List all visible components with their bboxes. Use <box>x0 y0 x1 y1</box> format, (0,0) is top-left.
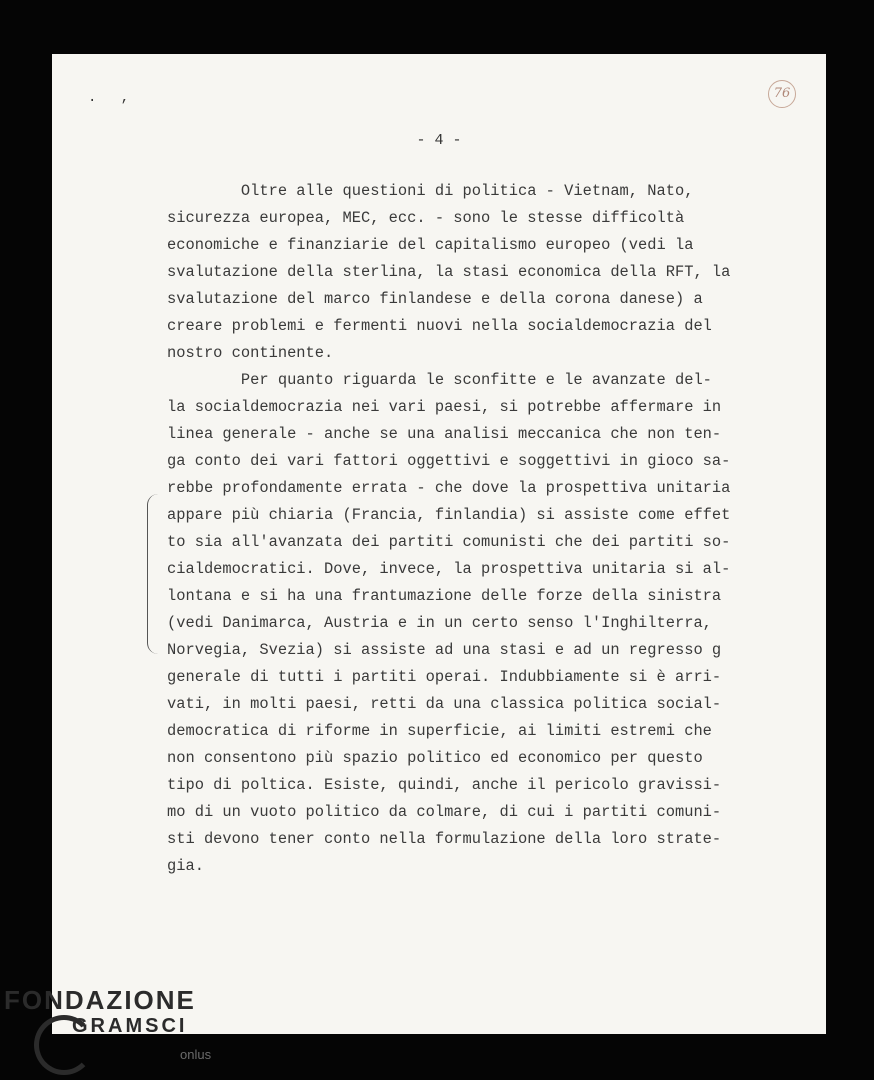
folio-stamp: 76 <box>768 80 796 108</box>
text-line: la socialdemocrazia nei vari paesi, si potrebbe affermare in <box>167 398 722 416</box>
text-line: to sia all'avanzata dei partiti comunisti che dei partiti so- <box>167 533 731 551</box>
paragraph-2 <box>167 367 731 880</box>
watermark-logo <box>2 985 212 1077</box>
text-line: tipo di poltica. Esiste, quindi, anche il pericolo gravissi- <box>167 776 722 794</box>
text-line: vati, in molti paesi, retti da una classica politica social- <box>167 695 722 713</box>
text-line: rebbe profondamente errata - che dove la prospettiva unitaria <box>167 479 731 497</box>
watermark-name-line1: FONDAZIONE <box>4 985 196 1015</box>
body-text <box>167 178 731 880</box>
text-line: nostro continente. <box>167 344 334 362</box>
watermark-suffix: onlus <box>180 1047 212 1062</box>
page-number: - 4 - <box>416 132 462 149</box>
text-line: ga conto dei vari fattori oggettivi e soggettivi in gioco sa- <box>167 452 731 470</box>
paragraph-1 <box>167 178 731 367</box>
text-line: (vedi Danimarca, Austria e in un certo senso l'Inghilterra, <box>167 614 712 632</box>
text-line: Oltre alle questioni di politica - Vietnam, Nato, <box>167 182 694 200</box>
text-line: appare più chiaria (Francia, finlandia) si assiste come effet <box>167 506 731 524</box>
text-line: linea generale - anche se una analisi meccanica che non ten- <box>167 425 722 443</box>
text-line: creare problemi e fermenti nuovi nella socialdemocrazia del <box>167 317 712 335</box>
document-page <box>52 54 826 1034</box>
text-line: Norvegia, Svezia) si assiste ad una stasi e ad un regresso g <box>167 641 722 659</box>
text-line: generale di tutti i partiti operai. Indubbiamente si è arri- <box>167 668 722 686</box>
text-line: democratica di riforme in superficie, ai limiti estremi che <box>167 722 712 740</box>
text-line: svalutazione del marco finlandese e della corona danese) a <box>167 290 703 308</box>
margin-bracket-mark <box>147 494 158 654</box>
text-line: sti devono tener conto nella formulazione della loro strate- <box>167 830 722 848</box>
text-line: gia. <box>167 857 204 875</box>
watermark-name-line2: GRAMSCI <box>72 1015 188 1037</box>
text-line: Per quanto riguarda le sconfitte e le avanzate del- <box>167 371 712 389</box>
text-line: lontana e si ha una frantumazione delle forze della sinistra <box>167 587 722 605</box>
text-line: cialdemocratici. Dove, invece, la prospettiva unitaria si al- <box>167 560 731 578</box>
corner-marks: . , <box>88 90 138 106</box>
text-line: sicurezza europea, MEC, ecc. - sono le stesse difficoltà <box>167 209 685 227</box>
text-line: mo di un vuoto politico da colmare, di cui i partiti comuni- <box>167 803 722 821</box>
text-line: non consentono più spazio politico ed economico per questo <box>167 749 703 767</box>
text-line: economiche e finanziarie del capitalismo europeo (vedi la <box>167 236 694 254</box>
text-line: svalutazione della sterlina, la stasi economica della RFT, la <box>167 263 731 281</box>
